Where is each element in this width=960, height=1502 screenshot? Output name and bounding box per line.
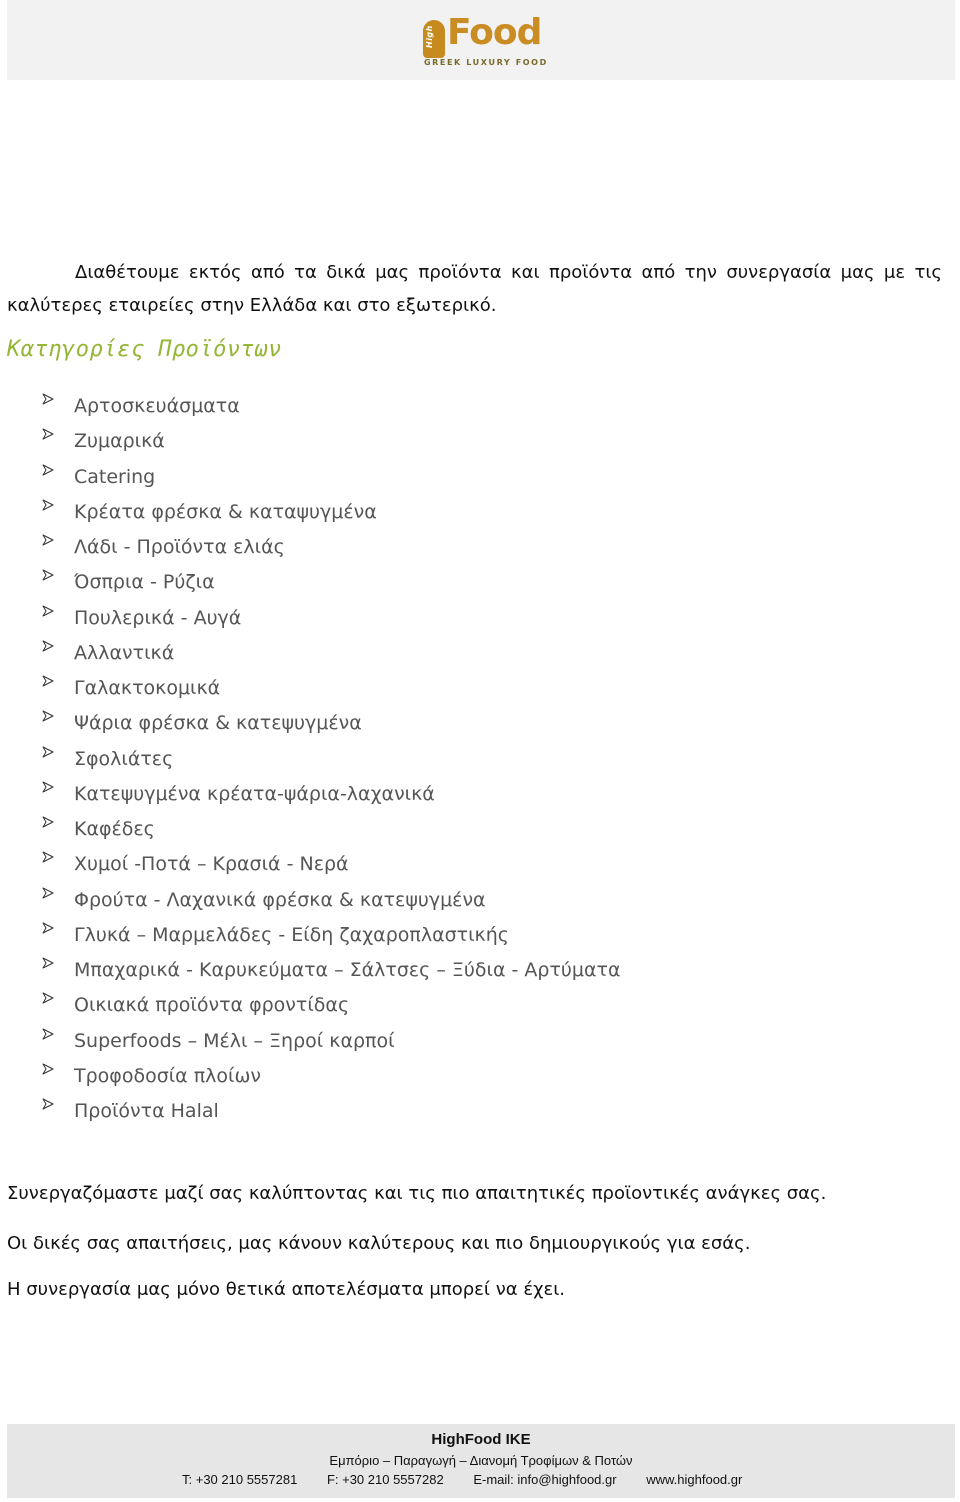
footer-company-name: HighFood IKE [431,1431,531,1448]
category-label: Κρέατα φρέσκα & καταψυγμένα [74,500,377,523]
category-label: Αλλαντικά [74,641,175,664]
arrowhead-bullet-icon [42,393,54,405]
logo-food-text: Food [447,12,542,53]
arrowhead-bullet-icon [42,746,54,758]
arrowhead-bullet-icon [42,851,54,863]
arrowhead-bullet-icon [42,1098,54,1110]
intro-paragraph: Διαθέτουμε εκτός από τα δικά μας προϊόντα και προϊόντα από την συνεργασία μας με τις καλύτερες εταιρείες στην Ελλάδα και στο εξωτερικό. [7,262,942,316]
arrowhead-bullet-icon [42,464,54,476]
category-label: Superfoods – Μέλι – Ξηροί καρποί [74,1029,395,1052]
category-label: Καφέδες [74,818,155,840]
arrowhead-bullet-icon [42,887,54,899]
footer-fax: F: +30 210 5557282 [326,1472,444,1487]
highfood-logo[interactable] [423,12,553,70]
arrowhead-bullet-icon [42,957,54,969]
categories-title: Κατηγορίες Προϊόντων [7,337,282,362]
category-label: Catering [74,465,156,488]
arrowhead-bullet-icon [42,710,54,722]
footer [7,1424,955,1498]
category-label: Οικιακά προϊόντα φροντίδας [74,994,350,1017]
closing-line-1: Συνεργαζόμαστε μαζί σας καλύπτοντας και τις πιο απαιτητικές προϊοντικές ανάγκες σας. [7,1183,827,1204]
arrowhead-bullet-icon [42,1028,54,1040]
category-label: Χυμοί -Ποτά – Κρασιά - Νερά [74,853,349,876]
closing-line-2: Οι δικές σας απαιτήσεις, μας κάνουν καλύτερους και πιο δημιουργικούς για εσάς. [7,1233,751,1254]
category-label: Λάδι - Προϊόντα ελιάς [74,536,285,558]
footer-email[interactable]: E-mail: info@highfood.gr [473,1472,617,1487]
logo-tagline: GREEK LUXURY FOOD [424,58,548,67]
footer-tagline: Εμπόριο – Παραγωγή – Διανομή Τροφίμων & Ποτών [329,1453,633,1468]
arrowhead-bullet-icon [42,605,54,617]
category-label: Κατεψυγμένα κρέατα-ψάρια-λαχανικά [74,782,435,805]
arrowhead-bullet-icon [42,781,54,793]
category-label: Πουλερικά - Αυγά [74,606,242,629]
category-label: Μπαχαρικά - Καρυκεύματα – Σάλτσες – Ξύδια - Αρτύματα [74,959,621,981]
arrowhead-bullet-icon [42,922,54,934]
footer-phone[interactable]: T: +30 210 5557281 [182,1472,298,1487]
logo-high-text: High [425,25,434,48]
category-label: Αρτοσκευάσματα [74,395,240,417]
category-label: Γλυκά – Μαρμελάδες - Είδη ζαχαροπλαστικής [74,923,509,946]
category-label: Ζυμαρικά [74,430,165,453]
arrowhead-bullet-icon [42,640,54,652]
category-label: Σφολιάτες [74,747,174,770]
logo-high-badge [423,20,445,58]
footer-contacts [182,1472,768,1487]
arrowhead-bullet-icon [42,992,54,1004]
arrowhead-bullet-icon [42,569,54,581]
category-label: Γαλακτοκομικά [74,677,221,699]
arrowhead-bullet-icon [42,1063,54,1075]
category-label: Ψάρια φρέσκα & κατεψυγμένα [74,712,362,735]
closing-line-3: Η συνεργασία μας μόνο θετικά αποτελέσματα μπορεί να έχει. [7,1279,566,1300]
category-label: Φρούτα - Λαχανικά φρέσκα & κατεψυγμένα [74,888,486,911]
footer-website[interactable]: www.highfood.gr [646,1472,743,1487]
arrowhead-bullet-icon [42,428,54,440]
arrowhead-bullet-icon [42,499,54,511]
arrowhead-bullet-icon [42,534,54,546]
category-label: Προϊόντα Halal [74,1100,219,1122]
arrowhead-bullet-icon [42,675,54,687]
arrowhead-bullet-icon [42,816,54,828]
header-band [7,0,955,80]
category-label: Τροφοδοσία πλοίων [74,1064,261,1087]
category-label: Όσπρια - Ρύζια [74,571,215,594]
